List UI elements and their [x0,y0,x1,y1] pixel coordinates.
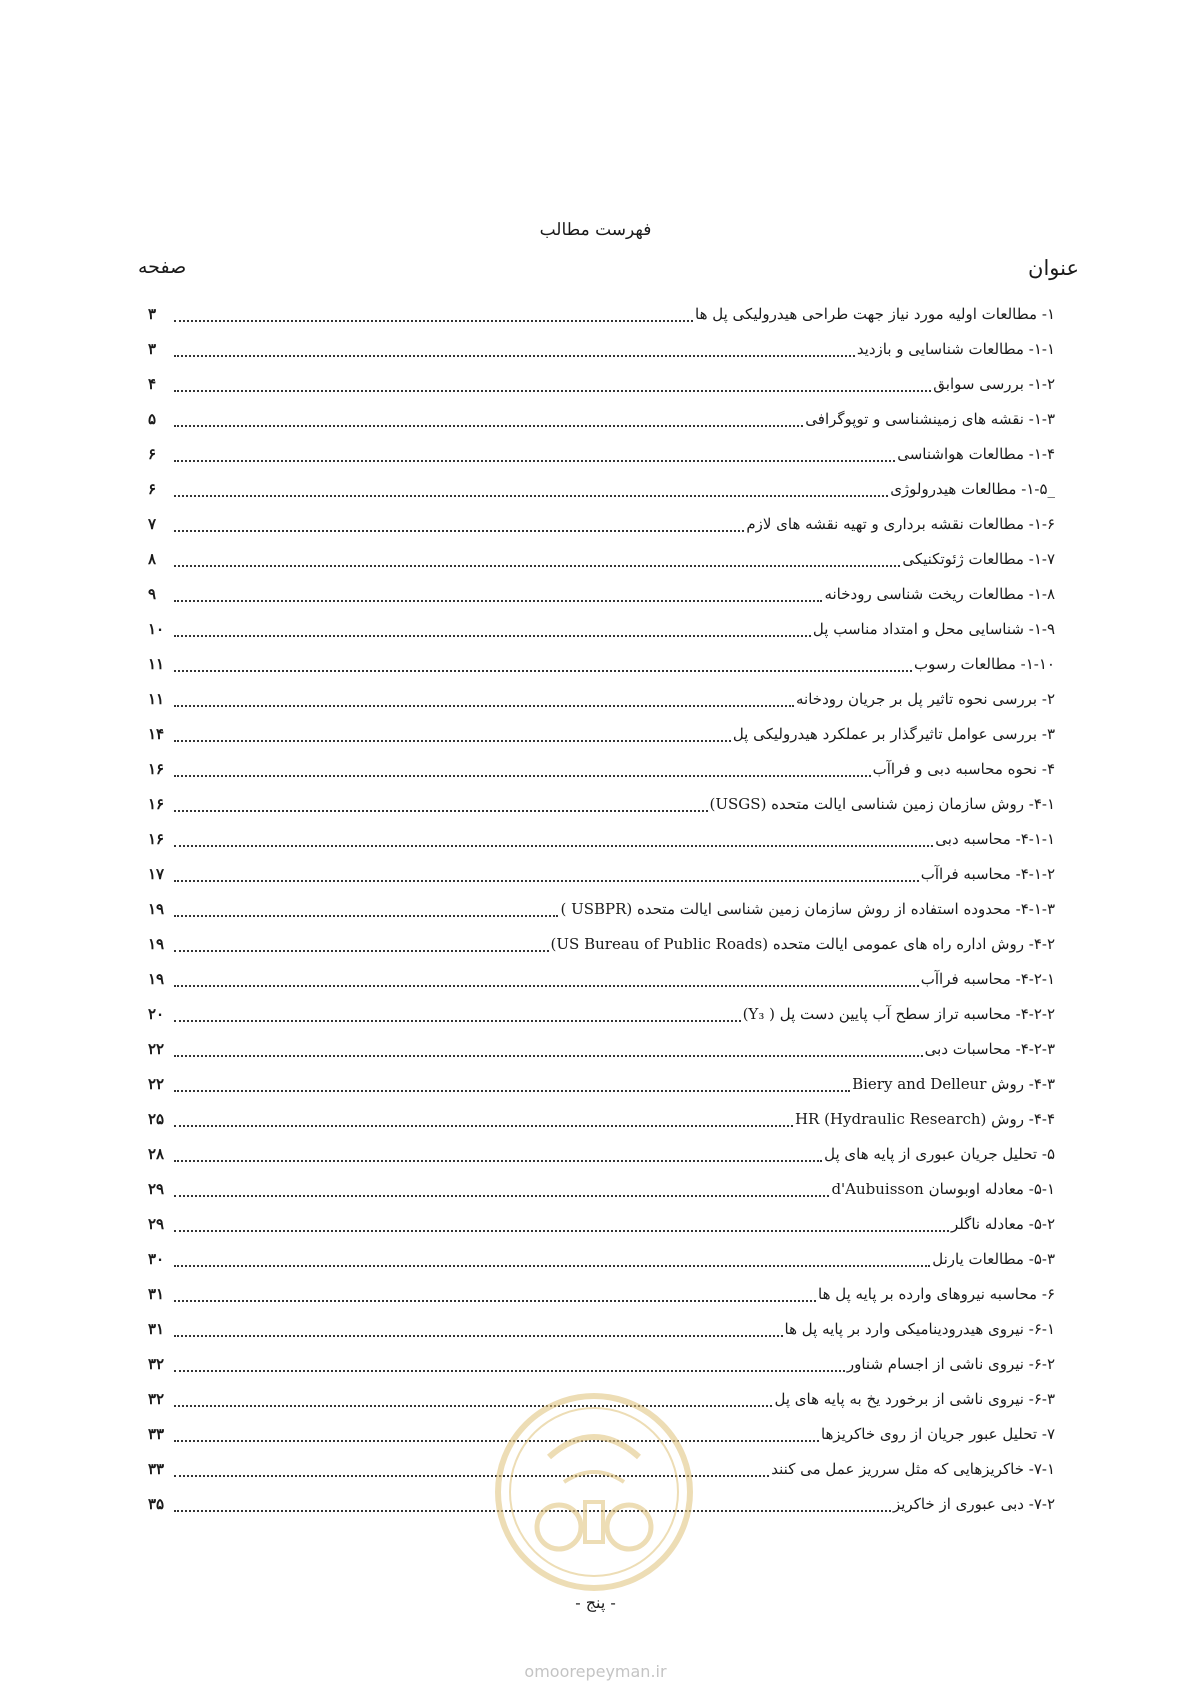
dot-leader [174,1070,850,1092]
toc-entry-page: ۱۶ [148,794,165,813]
toc-entry[interactable] [148,296,1055,331]
toc-entry[interactable] [148,751,1055,786]
toc-entry-page: ۱۰ [148,619,165,638]
toc-entry-label: ۴-۱-۳- محدوده استفاده از روش سازمان زمین شناسی ایالت متحده (USBPR ) [560,899,1055,918]
toc-entry-page: ۲۹ [148,1179,165,1198]
toc-entry-page: ۴ [148,374,157,393]
toc-entry-label: ۴-۳- روش Biery and Delleur [852,1074,1055,1093]
toc-entry-label: ۱-۸- مطالعات ریخت شناسی رودخانه [824,584,1055,603]
toc-entry[interactable] [148,541,1055,576]
dot-leader [174,1280,816,1302]
dot-leader [174,1140,822,1162]
dot-leader [174,405,803,427]
toc-entry-label: ۴-۱-۱- محاسبه دبی [935,829,1055,848]
toc-entry-label: ۴-۴- روش HR (Hydraulic Research) [794,1109,1055,1128]
dot-leader [174,860,919,882]
toc-entry-label: ۱-۷- مطالعات ژئوتکنیکی [902,549,1055,568]
toc-entry[interactable] [148,401,1055,436]
page-number-footer: - پنج - [575,1593,616,1612]
toc-entry[interactable] [148,1276,1055,1311]
dot-leader [174,1350,845,1372]
dot-leader [174,370,931,392]
toc-entry-label: ۱-۱۰- مطالعات رسوب [914,654,1055,673]
toc-entry-page: ۷ [148,514,157,533]
dot-leader [174,510,744,532]
toc-entry-label: ۱-۴- مطالعات هواشناسی [897,444,1055,463]
dot-leader [174,650,912,672]
toc-entry-label: ۴-۲-۱- محاسبه فراآب [920,969,1055,988]
toc-entry[interactable] [148,716,1055,751]
toc-entry-label: ۶-۲- نیروی ناشی از اجسام شناور [846,1354,1055,1373]
toc-entry-label: ۲- بررسی نحوه تاثیر پل بر جریان رودخانه [796,689,1055,708]
toc-entry-label: ۵-۱- معادله اوبوسان d'Aubuisson [831,1179,1055,1198]
toc-entry[interactable] [148,366,1055,401]
dot-leader [174,475,888,497]
toc-entry-label: ۵-۲- معادله ناگلر [950,1214,1055,1233]
toc-entry[interactable] [148,611,1055,646]
dot-leader [174,685,794,707]
toc-entry-label: ۴-۲-۲- محاسبه تراز سطح آب پایین دست پل ( Y₃) [742,1004,1055,1023]
dot-leader [174,790,708,812]
dot-leader [174,440,895,462]
toc-entry-page: ۳۰ [148,1249,165,1268]
watermark-seal-icon [489,1387,699,1597]
toc-entry[interactable] [148,1311,1055,1346]
toc-entry-page: ۱۶ [148,759,165,778]
toc-entry-label: ۶- محاسبه نیروهای وارده بر پایه پل ها [818,1284,1055,1303]
dot-leader [174,1105,793,1127]
toc-entry-label: ۱-۲- بررسی سوابق [933,374,1055,393]
dot-leader [174,1245,930,1267]
dot-leader [174,1175,829,1197]
toc-entry-label: ۶-۱- نیروی هیدرودینامیکی وارد بر پایه پل ها [784,1319,1055,1338]
toc-entry[interactable] [148,1066,1055,1101]
toc-entry[interactable] [148,926,1055,961]
toc-entry[interactable] [148,681,1055,716]
toc-entry-page: ۱۱ [148,654,165,673]
title-column-header: عنوان [1028,256,1079,280]
toc-entry-label: _۱-۵- مطالعات هیدرولوژی [890,479,1055,498]
toc-list [148,296,1055,1521]
dot-leader [174,615,811,637]
toc-entry-label: ۴-۲- روش اداره راه های عمومی ایالت متحده (US Bureau of Public Roads) [550,934,1055,953]
toc-entry[interactable] [148,1171,1055,1206]
toc-entry[interactable] [148,1101,1055,1136]
toc-entry[interactable] [148,471,1055,506]
toc-entry-label: ۴-۱- روش سازمان زمین شناسی ایالت متحده (USGS) [709,794,1055,813]
toc-entry-page: ۳۳ [148,1459,165,1478]
toc-entry-page: ۱۶ [148,829,165,848]
toc-entry-page: ۳۲ [148,1354,165,1373]
toc-title: فهرست مطالب [539,220,652,240]
toc-entry-label: ۷-۱- خاکریزهایی که مثل سرریز عمل می کنند [771,1459,1055,1478]
toc-entry-page: ۶ [148,479,157,498]
toc-entry-label: ۳- بررسی عوامل تاثیرگذار بر عملکرد هیدرولیکی پل [732,724,1055,743]
toc-entry-label: ۷- تحلیل عبور جریان از روی خاکریزها [820,1424,1055,1443]
toc-entry-page: ۸ [148,549,157,568]
dot-leader [174,1210,949,1232]
toc-entry[interactable] [148,646,1055,681]
toc-entry-page: ۲۲ [148,1039,165,1058]
toc-entry[interactable] [148,821,1055,856]
dot-leader [174,545,900,567]
dot-leader [174,1315,783,1337]
toc-entry-page: ۳۲ [148,1389,165,1408]
toc-entry-label: ۱-۱- مطالعات شناسایی و بازدید [856,339,1055,358]
toc-entry-page: ۱۷ [148,864,165,883]
toc-entry[interactable] [148,891,1055,926]
dot-leader [174,300,693,322]
toc-entry[interactable] [148,506,1055,541]
toc-entry-page: ۱۹ [148,899,165,918]
toc-entry[interactable] [148,996,1055,1031]
toc-entry-page: ۲۰ [148,1004,165,1023]
toc-entry-label: ۷-۲- دبی عبوری از خاکریز [892,1494,1055,1513]
toc-entry[interactable] [148,1031,1055,1066]
dot-leader [174,965,919,987]
toc-entry-page: ۲۵ [148,1109,165,1128]
toc-entry-page: ۳۵ [148,1494,165,1513]
toc-entry-page: ۱۹ [148,969,165,988]
toc-entry-label: ۱- مطالعات اولیه مورد نیاز جهت طراحی هیدرولیکی پل ها [695,304,1055,323]
toc-entry-page: ۵ [148,409,157,428]
toc-entry-page: ۳۳ [148,1424,165,1443]
toc-entry-page: ۳ [148,339,157,358]
toc-entry-label: ۴-۱-۲- محاسبه فراآب [920,864,1055,883]
toc-entry-label: ۴- نحوه محاسبه دبی و فراآب [872,759,1055,778]
toc-entry-page: ۳ [148,304,157,323]
toc-entry-page: ۲۹ [148,1214,165,1233]
toc-entry[interactable] [148,1241,1055,1276]
toc-entry[interactable] [148,961,1055,996]
dot-leader [174,1000,741,1022]
toc-entry-label: ۱-۳- نقشه های زمینشناسی و توپوگرافی [805,409,1055,428]
toc-entry-page: ۳۱ [148,1319,165,1338]
toc-entry-label: ۱-۹- شناسایی محل و امتداد مناسب پل [812,619,1055,638]
dot-leader [174,930,549,952]
toc-entry[interactable] [148,576,1055,611]
dot-leader [174,1035,923,1057]
dot-leader [174,720,731,742]
dot-leader [174,335,855,357]
dot-leader [174,825,933,847]
toc-entry-page: ۹ [148,584,157,603]
watermark-url: omoorepeyman.ir [524,1662,667,1681]
toc-entry-label: ۱-۶- مطالعات نقشه برداری و تهیه نقشه های لازم [746,514,1055,533]
dot-leader [174,895,558,917]
toc-entry-page: ۱۴ [148,724,165,743]
toc-entry-page: ۳۱ [148,1284,165,1303]
toc-entry[interactable] [148,856,1055,891]
toc-entry-page: ۲۲ [148,1074,165,1093]
toc-entry-page: ۲۸ [148,1144,165,1163]
toc-entry[interactable] [148,436,1055,471]
toc-entry-page: ۶ [148,444,157,463]
toc-entry-label: ۵- تحلیل جریان عبوری از پایه های پل [824,1144,1055,1163]
toc-entry[interactable] [148,1346,1055,1381]
dot-leader [174,580,822,602]
toc-entry-label: ۶-۳- نیروی ناشی از برخورد یخ به پایه های پل [774,1389,1055,1408]
page-column-header: صفحه [138,256,187,278]
dot-leader [174,755,871,777]
toc-entry-page: ۱۱ [148,689,165,708]
toc-entry-label: ۴-۲-۳- محاسبات دبی [924,1039,1055,1058]
toc-entry[interactable] [148,1206,1055,1241]
toc-entry-page: ۱۹ [148,934,165,953]
toc-entry[interactable] [148,1136,1055,1171]
toc-entry[interactable] [148,331,1055,366]
toc-entry[interactable] [148,786,1055,821]
toc-entry-label: ۵-۳- مطالعات یارنل [932,1249,1055,1268]
